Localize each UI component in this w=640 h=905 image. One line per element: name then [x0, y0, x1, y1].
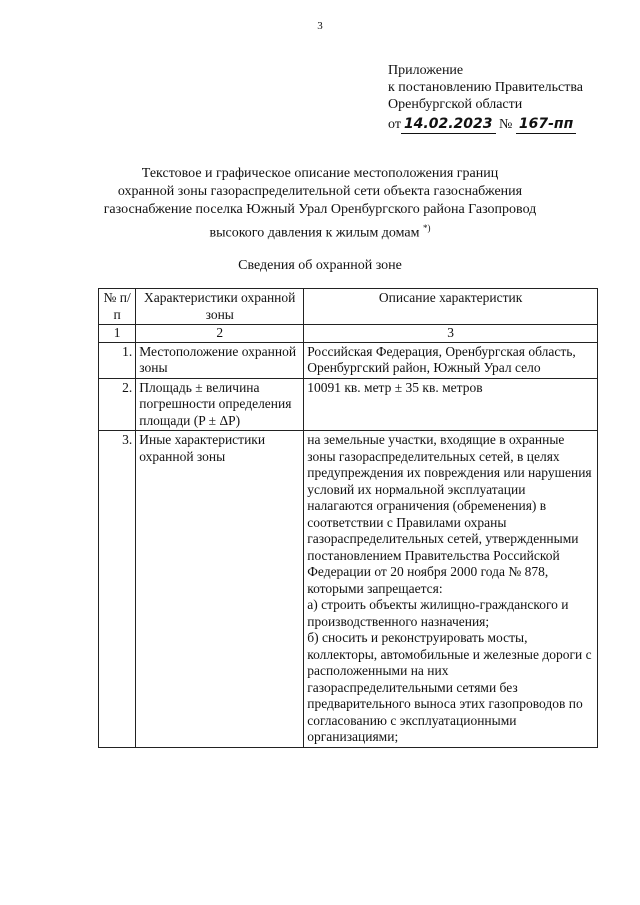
appendix-date: 14.02.2023 — [401, 116, 496, 134]
row-description: 10091 кв. метр ± 35 кв. метров — [304, 378, 598, 431]
row-description-item-a: а) строить объекты жилищно-гражданского и производственного назначения; — [307, 597, 569, 629]
appendix-date-line — [388, 116, 583, 134]
appendix-date-prefix: от — [388, 117, 401, 132]
table-header-row — [99, 289, 598, 325]
title-line-1: Текстовое и графическое описание местоположения границ — [141, 166, 499, 181]
title-line-3: газоснабжение поселка Южный Урал Оренбургского района Газопровод — [103, 202, 537, 217]
row-description: Российская Федерация, Оренбургская область, Оренбургский район, Южный Урал село — [304, 342, 598, 378]
title-line-4-text: высокого давления к жилым домам — [209, 225, 420, 241]
row-description-item-b: б) сносить и реконструировать мосты, коллекторы, автомобильные и железные дороги с расположенными на них газораспределительными сетями без предварительного выноса этих газопроводов по согласованию с эксплуатационными организациями; — [307, 630, 592, 744]
table-row — [99, 431, 598, 748]
row-description-main: на земельные участки, входящие в охранные зоны газораспределительных сетей, в целях предупреждения их повреждения или нарушения условий их нормальной эксплуатации налагаются ограничения (обременения) в соответствии с Правилами охраны газораспределительных сетей, утвержденными постановлением Правительства Российской Федерации от 20 ноября 2000 года № 878, которыми запрещается: — [307, 432, 592, 596]
table-row — [99, 342, 598, 378]
footnote-mark: *) — [423, 223, 431, 233]
protection-zone-table — [98, 288, 598, 748]
index-cell-2: 2 — [136, 325, 304, 343]
section-subtitle: Сведения об охранной зоне — [238, 258, 402, 273]
appendix-number-sign: № — [499, 117, 513, 132]
title-line-4 — [80, 219, 560, 243]
document-title — [80, 165, 560, 243]
header-num: № п/п — [99, 289, 136, 325]
appendix-label: Приложение — [388, 63, 464, 78]
title-line-2: охранной зоны газораспределительной сети объекта газоснабжения — [117, 184, 523, 199]
appendix-region: Оренбургской области — [388, 97, 523, 112]
index-cell-3: 3 — [304, 325, 598, 343]
header-description: Описание характеристик — [304, 289, 598, 325]
row-num: 2. — [99, 378, 136, 431]
table-row — [99, 378, 598, 431]
row-num: 1. — [99, 342, 136, 378]
row-num: 3. — [99, 431, 136, 748]
row-description — [304, 431, 598, 748]
appendix-block — [388, 62, 583, 134]
header-characteristic: Характеристики охранной зоны — [136, 289, 304, 325]
appendix-decree-ref: к постановлению Правительства — [388, 80, 584, 95]
page-number: 3 — [317, 20, 323, 32]
row-characteristic: Площадь ± величина погрешности определения площади (P ± ΔP) — [136, 378, 304, 431]
row-characteristic: Иные характеристики охранной зоны — [136, 431, 304, 748]
table-index-row — [99, 325, 598, 343]
row-characteristic: Местоположение охранной зоны — [136, 342, 304, 378]
appendix-number: 167-пп — [516, 116, 576, 134]
index-cell-1: 1 — [99, 325, 136, 343]
